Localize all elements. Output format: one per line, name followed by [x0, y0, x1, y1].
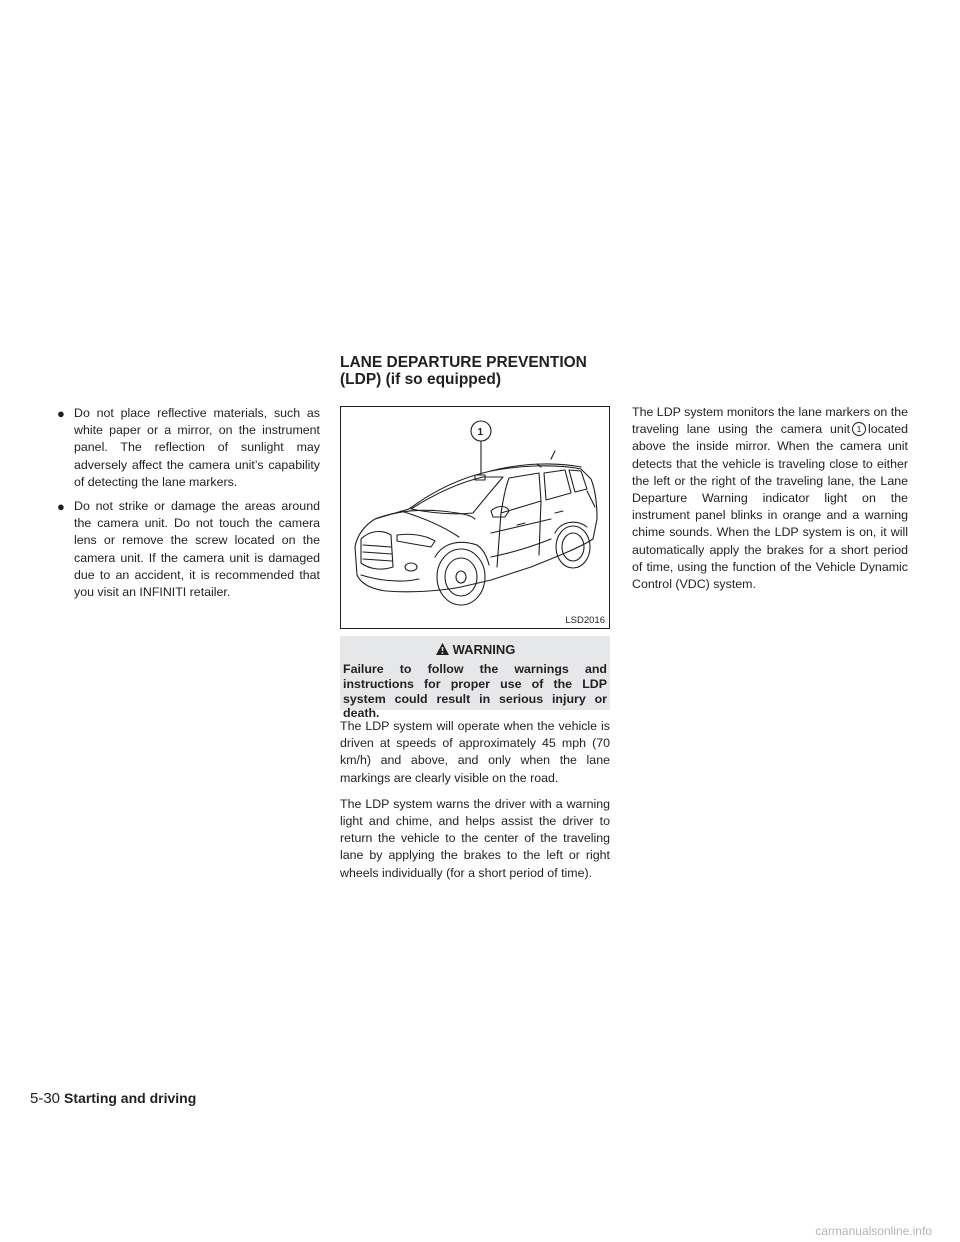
- paragraph-text-before: The LDP system monitors the lane markers on the traveling lane using the camera unit: [632, 405, 908, 437]
- warning-text: Failure to follow the warnings and instructions for proper use of the LDP system could result in serious injury or death.: [343, 662, 607, 721]
- page-footer: [30, 1090, 196, 1107]
- callout-reference: 1: [852, 422, 866, 436]
- bullet-dot-icon: ●: [57, 406, 65, 421]
- middle-column: [340, 718, 610, 891]
- suv-line-drawing: [341, 407, 609, 628]
- section-heading: [340, 354, 640, 388]
- left-column: [57, 405, 320, 608]
- bullet-text: Do not strike or damage the areas around the camera unit. Do not touch the camera lens or remove the screw located on the camera unit. If the camera unit is damaged due to an accident, it is recommended that you visit an INFINITI retailer.: [74, 499, 320, 600]
- section-heading-line1: LANE DEPARTURE PREVENTION: [340, 354, 587, 371]
- section-heading-line2: (LDP) (if so equipped): [340, 371, 502, 388]
- bullet-item: [57, 405, 320, 491]
- paragraph: [632, 404, 908, 593]
- right-column: [632, 404, 908, 602]
- warning-triangle-icon: [435, 642, 450, 656]
- warning-box: [340, 636, 610, 721]
- bullet-dot-icon: ●: [57, 499, 65, 515]
- vehicle-illustration: [340, 406, 610, 629]
- callout-label: 1: [477, 427, 484, 438]
- warning-heading: [340, 642, 610, 657]
- watermark: carmanualsonline.info: [815, 1224, 932, 1238]
- chapter-title: Starting and driving: [64, 1090, 197, 1106]
- paragraph-text-after: located above the inside mirror. When the camera unit detects that the vehicle is traveling close to either the left or the right of the traveling lane, the Lane Departure Warning indicator light on the instrument panel blinks in orange and a warning chime sounds. When the LDP system is on, it will automatically apply the brakes for a short period of time, using the function of the Vehicle Dynamic Control (VDC) system.: [632, 422, 908, 592]
- paragraph: The LDP system warns the driver with a warning light and chime, and helps assist the driver to return the vehicle to the center of the traveling lane by applying the brakes to the left or right wheels individually (for a short period of time).: [340, 796, 610, 880]
- paragraph: The LDP system will operate when the vehicle is driven at speeds of approximately 45 mph (70 km/h) and above, and only when the lane markings are clearly visible on the road.: [340, 719, 610, 785]
- warning-title: WARNING: [452, 642, 516, 657]
- figure-code: LSD2016: [565, 615, 605, 626]
- bullet-text: Do not place reflective materials, such as white paper or a mirror, on the instrument panel. The reflection of sunlight may adversely affect the camera unit’s capability of detecting the lane markers.: [74, 406, 320, 489]
- bullet-item: [57, 498, 320, 601]
- page-number: 5-30: [30, 1090, 61, 1107]
